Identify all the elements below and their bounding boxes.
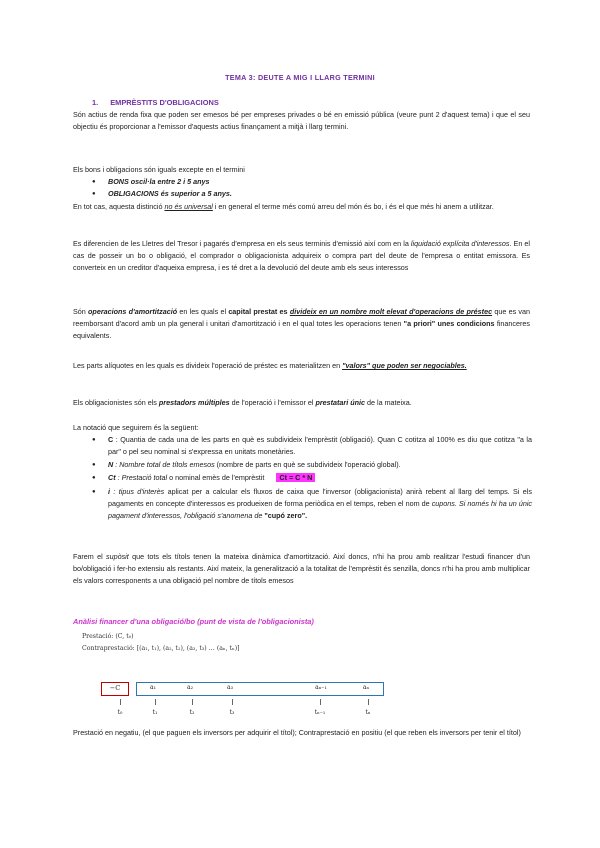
section-number: 1.	[92, 98, 99, 107]
symbol-n: N	[108, 460, 114, 469]
flow-label: aₙ₋₁	[315, 684, 327, 691]
flow-label: a₃	[227, 684, 233, 691]
text-run: de l'operació i l'emissor el	[229, 398, 316, 407]
emphasis-divideix: divideix en un nombre molt elevat d'operacions de préstec	[289, 307, 493, 316]
bullet-dot-icon: ●	[92, 462, 96, 468]
tick-mark	[192, 699, 193, 705]
symbol-c: C	[108, 435, 114, 444]
paragraph-parts	[73, 360, 530, 372]
text-run: en les quals el	[177, 307, 229, 316]
emphasis-a-priori: "a priori" unes condicions	[403, 319, 495, 329]
formula-contraprestacio: Contraprestació: [(a₁, t₁), (a₂, t₂), (a₃, t₃) … (aₙ, tₙ)]	[82, 645, 240, 652]
emphasis-cupons: cupons	[431, 499, 455, 509]
definition-n-rest: (nombre de parts en què se subdivideix l'operació global).	[214, 460, 401, 469]
bullet-dot-icon: ●	[92, 437, 96, 443]
definition-i-rest: aplicat per a calcular els fluxos de caixa que l'inversor (obligacionista) anirà rebent al llarg del temps. Si els pagaments en concepte d'interessos es produeixen de forma periòdica en el temps, reben el nom de	[108, 487, 532, 509]
flow-label: aₙ	[362, 684, 370, 691]
emphasis-liquidacio: liquidació explícita d'interessos	[410, 239, 510, 248]
emphasis-no-universal: no és universal	[164, 202, 213, 211]
text-run: Els obligacionistes són els	[73, 398, 159, 407]
negative-flow-label: −C	[109, 684, 121, 692]
section-label: EMPRÈSTITS D'OBLIGACIONS	[110, 98, 219, 107]
bullet-bons	[92, 176, 532, 188]
positive-flows-box	[136, 682, 384, 696]
bullet-dot-icon: ●	[92, 179, 96, 185]
notation-i	[92, 486, 532, 523]
paragraph-operations	[73, 306, 530, 343]
bullet-dot-icon: ●	[92, 191, 96, 197]
symbol-i: i	[108, 487, 110, 496]
tick-mark	[155, 699, 156, 705]
bullet-bons-text: BONS oscil·la entre 2 i 5 anys	[108, 177, 210, 186]
paragraph-suposit	[73, 551, 530, 588]
text-run: Farem el	[73, 552, 106, 561]
time-label: tₙ₋₁	[314, 709, 326, 716]
text-run: . En el cas de posseir un bo o obligació, el comprador o obligacionista adquireix o compra part del deute de l'empresa o entitat emissora. Es converteix en un creditor d'aqueixa empresa, i es té dret a la devolució del deute amb els seus interessos	[73, 239, 530, 273]
text-run: Es diferencien de les Lletres del Tresor i pagarés d'empresa en els seus terminis d'emissió així com en la	[73, 239, 411, 248]
definition-i: : tipus d'interès	[110, 487, 165, 496]
paragraph-notation: La notació que seguirem és la següent:	[73, 423, 199, 432]
tick-mark	[368, 699, 369, 705]
paragraph-differences	[73, 238, 530, 275]
text-run: financeres equivalents.	[73, 319, 530, 341]
formula-highlight: Ct = C * N	[276, 473, 315, 482]
paragraph-bonds: Els bons i obligacions són iguals excepte en el termini	[73, 165, 245, 174]
notation-n	[92, 459, 532, 471]
definition-ct-rest: o nominal emès de l'emprèstit	[167, 473, 265, 482]
definition-ct: : Prestació total	[115, 473, 168, 482]
emphasis-suposit: supòsit	[105, 552, 129, 561]
time-label: t₀	[117, 709, 123, 716]
tick-mark	[120, 699, 121, 705]
symbol-ct: Ct	[108, 473, 116, 482]
paragraph-sign-convention: Prestació en negatiu, (el que paguen els inversors per adquirir el títol); Contraprestació en positiu (el que reben els inversors per tenir el títol)	[73, 728, 521, 737]
notation-ct	[92, 472, 532, 484]
bullet-obligacions-text: OBLIGACIONS és superior a 5 anys.	[108, 189, 232, 198]
text-run: Les parts alíquotes en les quals es divideix l'operació de préstec es materialitzen en	[73, 361, 343, 370]
bullet-obligacions	[92, 188, 532, 200]
page-title: TEMA 3: DEUTE A MIG I LLARG TERMINI	[225, 73, 375, 82]
definition-c: : Quantia de cada una de les parts en què es subdivideix l'emprèstit (obligació). Quan C cotitza al 100% es diu que cotitza "a la par" o pel seu nominal si s'expressa en unitats monetàries.	[108, 435, 532, 457]
text-run: que es van reemborsant d'acord amb un pla general i unitari d'amortització i en el qual totes les operacions tenen	[73, 307, 531, 329]
tick-mark	[320, 699, 321, 705]
emphasis-amortitzacio: operacions d'amortització	[88, 307, 178, 316]
flow-label: a₂	[187, 684, 193, 691]
time-label: t₂	[189, 709, 195, 716]
emphasis-prestadors: prestadors múltiples	[158, 398, 230, 407]
text-run: i en general el terme més comú arreu del món és bo, i és el que més hi anem a utilitzar.	[212, 202, 494, 211]
flow-label: a₁	[150, 684, 156, 691]
text-run: de la mateixa.	[364, 398, 412, 407]
time-label: t₁	[152, 709, 158, 716]
definition-i-rest2: . Si només hi ha un únic pagament d'interessos, l'obligació s'anomena de	[108, 499, 533, 521]
emphasis-valors: "valors" que poden ser negociables.	[342, 361, 467, 370]
tick-mark	[232, 699, 233, 705]
bullet-dot-icon: ●	[92, 475, 96, 481]
text-run: que tots els títols tenen la mateixa dinàmica d'amortització. Així doncs, n'hi ha prou amb realitzar l'estudi financer d'un bo/obligació i fer-ho extensiu als restants. Així mateix, la generalització a la totalitat de l'emprèstit és senzilla, doncs n'hi ha prou amb multiplicar els valors corresponents a una obligació pel nombre de títols emesos	[73, 552, 530, 586]
formula-prestacio: Prestació: (C, t₀)	[82, 633, 134, 640]
text-run: Són	[73, 307, 89, 316]
definition-n: : Nombre total de títols emesos	[113, 460, 215, 469]
text-run: En tot cas, aquesta distinció	[73, 202, 165, 211]
paragraph-obligacionistes	[73, 397, 530, 409]
time-label: tₙ	[365, 709, 371, 716]
subheading-analysis: Anàlisi financer d'una obligació/bo (punt de vista de l'obligacionista)	[73, 617, 314, 626]
notation-c	[92, 434, 532, 458]
section-heading	[92, 98, 219, 107]
paragraph-intro: Són actius de renda fixa que poden ser emesos bé per empreses privades o bé en emissió pública (veure punt 2 d'aquest tema) i que el seu objectiu és proporcionar a l'emissor d'aquests actius finançament a mitjà i llarg termini.	[73, 110, 530, 132]
emphasis-prestatari: prestatari únic	[315, 398, 365, 407]
emphasis-cupo-zero: "cupó zero".	[264, 511, 308, 521]
time-label: t₃	[229, 709, 235, 716]
bullet-dot-icon: ●	[92, 489, 96, 495]
paragraph-distinction	[73, 201, 530, 213]
emphasis-capital: capital prestat es	[228, 307, 290, 316]
